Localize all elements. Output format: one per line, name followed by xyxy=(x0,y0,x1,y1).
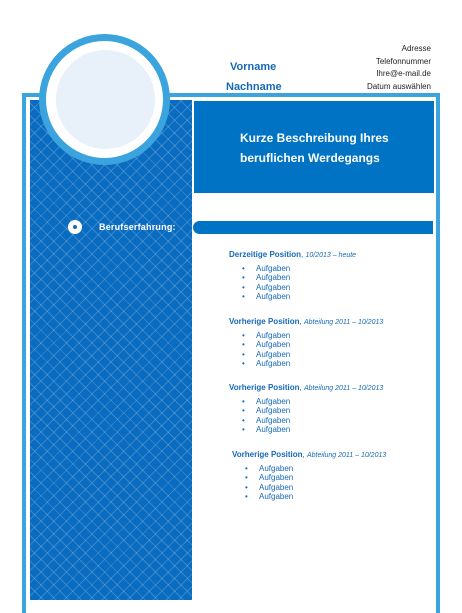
contact-address[interactable]: Adresse xyxy=(401,44,431,53)
task-list xyxy=(229,264,356,301)
summary-line-1[interactable]: Kurze Beschreibung Ihres xyxy=(240,131,389,145)
task-item[interactable]: • Aufgaben xyxy=(232,473,386,482)
contact-date[interactable]: Datum auswählen xyxy=(366,81,431,91)
position-date[interactable]: Abteilung 2011 – 10/2013 xyxy=(303,385,384,392)
section-title-experience: Berufserfahrung: xyxy=(99,222,176,232)
task-item[interactable]: • Aufgaben xyxy=(229,416,383,425)
task-item[interactable]: • Aufgaben xyxy=(232,464,386,473)
position-entry-3 xyxy=(229,383,383,434)
task-item[interactable]: • Aufgaben xyxy=(229,264,356,273)
task-item[interactable]: • Aufgaben xyxy=(229,340,383,349)
position-title[interactable]: Vorherige Position xyxy=(229,383,300,392)
position-separator: , xyxy=(299,383,304,392)
profile-photo-placeholder[interactable] xyxy=(56,50,155,149)
task-item[interactable]: • Aufgaben xyxy=(229,292,356,301)
summary-line-2[interactable]: beruflichen Werdegangs xyxy=(240,151,380,165)
position-title[interactable]: Derzeitige Position xyxy=(229,250,302,259)
task-item[interactable]: • Aufgaben xyxy=(232,483,386,492)
contact-block xyxy=(367,43,431,93)
position-date[interactable]: 10/2013 – heute xyxy=(305,252,357,259)
task-item[interactable]: • Aufgaben xyxy=(229,350,383,359)
position-separator: , xyxy=(299,317,304,326)
position-separator: , xyxy=(301,250,306,259)
task-item[interactable]: • Aufgaben xyxy=(229,273,356,282)
position-title[interactable]: Vorherige Position xyxy=(232,450,303,459)
position-title[interactable]: Vorherige Position xyxy=(229,317,300,326)
contact-email[interactable]: Ihre@e-mail.de xyxy=(376,69,431,78)
task-item[interactable]: • Aufgaben xyxy=(229,397,383,406)
task-item[interactable]: • Aufgaben xyxy=(232,492,386,501)
summary-box xyxy=(194,101,434,193)
section-header-bar xyxy=(193,221,433,234)
position-date[interactable]: Abteilung 2011 – 10/2013 xyxy=(306,452,387,459)
task-item[interactable]: • Aufgaben xyxy=(229,283,356,292)
last-name[interactable]: Nachname xyxy=(226,81,282,93)
task-list xyxy=(229,397,383,434)
position-date[interactable]: Abteilung 2011 – 10/2013 xyxy=(303,319,384,326)
position-entry-4 xyxy=(232,450,386,501)
position-entry-2 xyxy=(229,317,383,368)
task-item[interactable]: • Aufgaben xyxy=(229,331,383,340)
task-item[interactable]: • Aufgaben xyxy=(229,425,383,434)
first-name[interactable]: Vorname xyxy=(230,61,277,73)
contact-phone[interactable]: Telefonnummer xyxy=(375,56,431,66)
sidebar-panel xyxy=(30,100,192,600)
task-list xyxy=(232,464,386,501)
task-item[interactable]: • Aufgaben xyxy=(229,406,383,415)
task-item[interactable]: • Aufgaben xyxy=(229,359,383,368)
position-separator: , xyxy=(302,450,307,459)
task-list xyxy=(229,331,383,368)
position-entry-1 xyxy=(229,250,356,301)
section-bullet-icon xyxy=(68,220,82,234)
